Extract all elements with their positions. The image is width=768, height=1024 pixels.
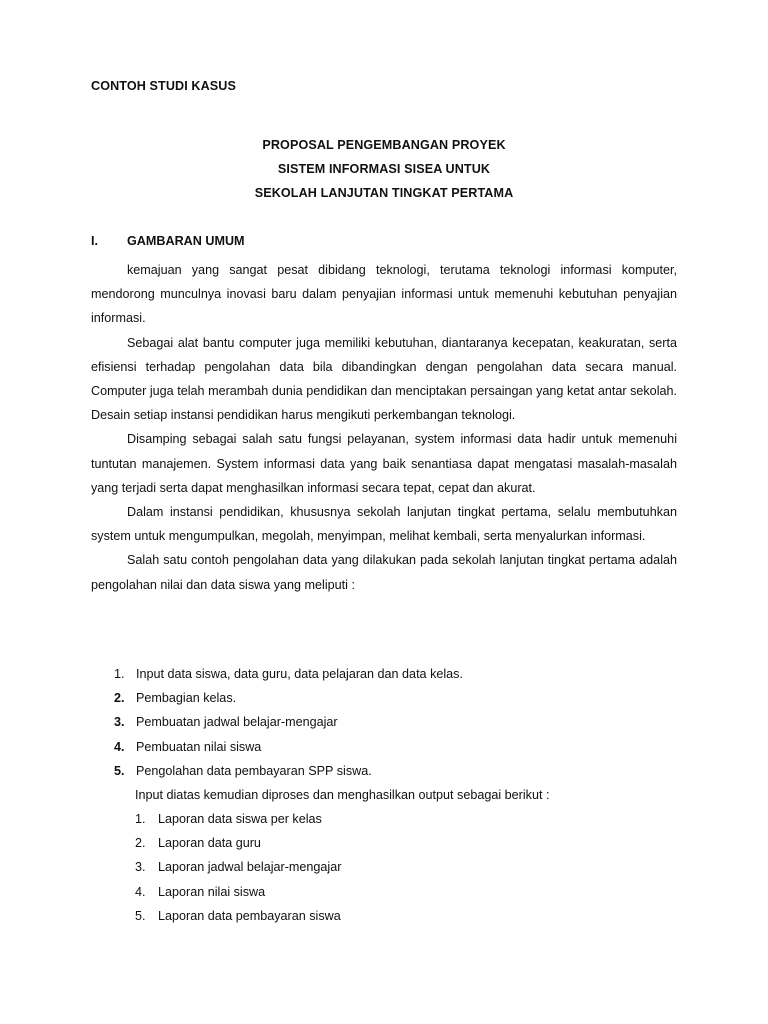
list-item-text: Laporan jadwal belajar-mengajar xyxy=(158,860,342,875)
list-item-text: Laporan data siswa per kelas xyxy=(158,812,322,826)
title-line-3: SEKOLAH LANJUTAN TINGKAT PERTAMA xyxy=(254,186,514,200)
list-item-text: Pengolahan data pembayaran SPP siswa. xyxy=(136,763,372,778)
list-item xyxy=(135,807,675,831)
section-title: GAMBARAN UMUM xyxy=(127,234,245,248)
list-item-text: Pembuatan nilai siswa xyxy=(136,739,262,754)
list-item xyxy=(114,710,674,734)
list-item xyxy=(135,831,675,855)
list-item-text: Input data siswa, data guru, data pelajaran dan data kelas. xyxy=(136,667,463,681)
list-item-number: 2. xyxy=(114,691,125,706)
paragraph: Sebagai alat bantu computer juga memiliki kebutuhan, diantaranya kecepatan, keakuratan, serta efisiensi terhadap pengolahan data bila dibandingkan dengan pengolahan data secara manual. Computer juga telah merambah dunia pendidikan dan menciptakan persaingan yang ketat antar sekolah. Desain setiap instansi pendidikan harus mengikuti perkembangan teknologi. xyxy=(91,335,677,423)
list-item-text: Laporan nilai siswa xyxy=(158,884,266,899)
paragraph: kemajuan yang sangat pesat dibidang teknologi, terutama teknologi informasi komputer, mendorong munculnya inovasi baru dalam penyajian informasi untuk memenuhi kebutuhan penyajian informasi. xyxy=(91,263,677,326)
body-paragraphs xyxy=(91,258,677,597)
document-header: CONTOH STUDI KASUS xyxy=(91,79,237,93)
list-item xyxy=(135,880,675,904)
list-item-number: 1. xyxy=(114,667,125,681)
list-item-text: Pembagian kelas. xyxy=(136,691,237,706)
input-list xyxy=(114,662,674,783)
list-item xyxy=(114,735,674,759)
list-item-number: 1. xyxy=(135,812,146,826)
output-intro: Input diatas kemudian diproses dan menghasilkan output sebagai berikut : xyxy=(135,788,550,802)
list-item-number: 5. xyxy=(135,908,146,923)
paragraph: Dalam instansi pendidikan, khususnya sekolah lanjutan tingkat pertama, selalu membutuhkan system untuk mengumpulkan, megolah, menyimpan, melihat kembali, serta menyalurkan informasi. xyxy=(91,505,677,544)
list-item xyxy=(114,686,674,710)
list-item xyxy=(135,904,675,928)
list-item-text: Laporan data guru xyxy=(158,836,261,851)
output-list xyxy=(135,807,675,928)
list-item-text: Laporan data pembayaran siswa xyxy=(158,908,341,923)
list-item-number: 4. xyxy=(114,739,125,754)
section-number: I. xyxy=(91,234,98,248)
list-item xyxy=(135,855,675,879)
list-item-number: 2. xyxy=(135,836,146,851)
paragraph: Disamping sebagai salah satu fungsi pelayanan, system informasi data hadir untuk memenuhi tuntutan manajemen. System informasi data yang baik senantiasa dapat mengatasi masalah-masalah yang terjadi serta dapat menghasilkan informasi secara tepat, cepat dan akurat. xyxy=(91,432,677,495)
list-item-text: Pembuatan jadwal belajar-mengajar xyxy=(136,715,338,730)
list-item-number: 4. xyxy=(135,884,146,899)
list-item xyxy=(114,662,674,686)
list-item xyxy=(114,759,674,783)
paragraph: Salah satu contoh pengolahan data yang dilakukan pada sekolah lanjutan tingkat pertama adalah pengolahan nilai dan data siswa yang meliputi : xyxy=(91,553,677,592)
list-item-number: 3. xyxy=(135,860,146,875)
title-line-2: SISTEM INFORMASI SISEA UNTUK xyxy=(277,162,491,176)
list-item-number: 3. xyxy=(114,715,125,730)
list-item-number: 5. xyxy=(114,763,125,778)
title-line-1: PROPOSAL PENGEMBANGAN PROYEK xyxy=(262,138,506,152)
